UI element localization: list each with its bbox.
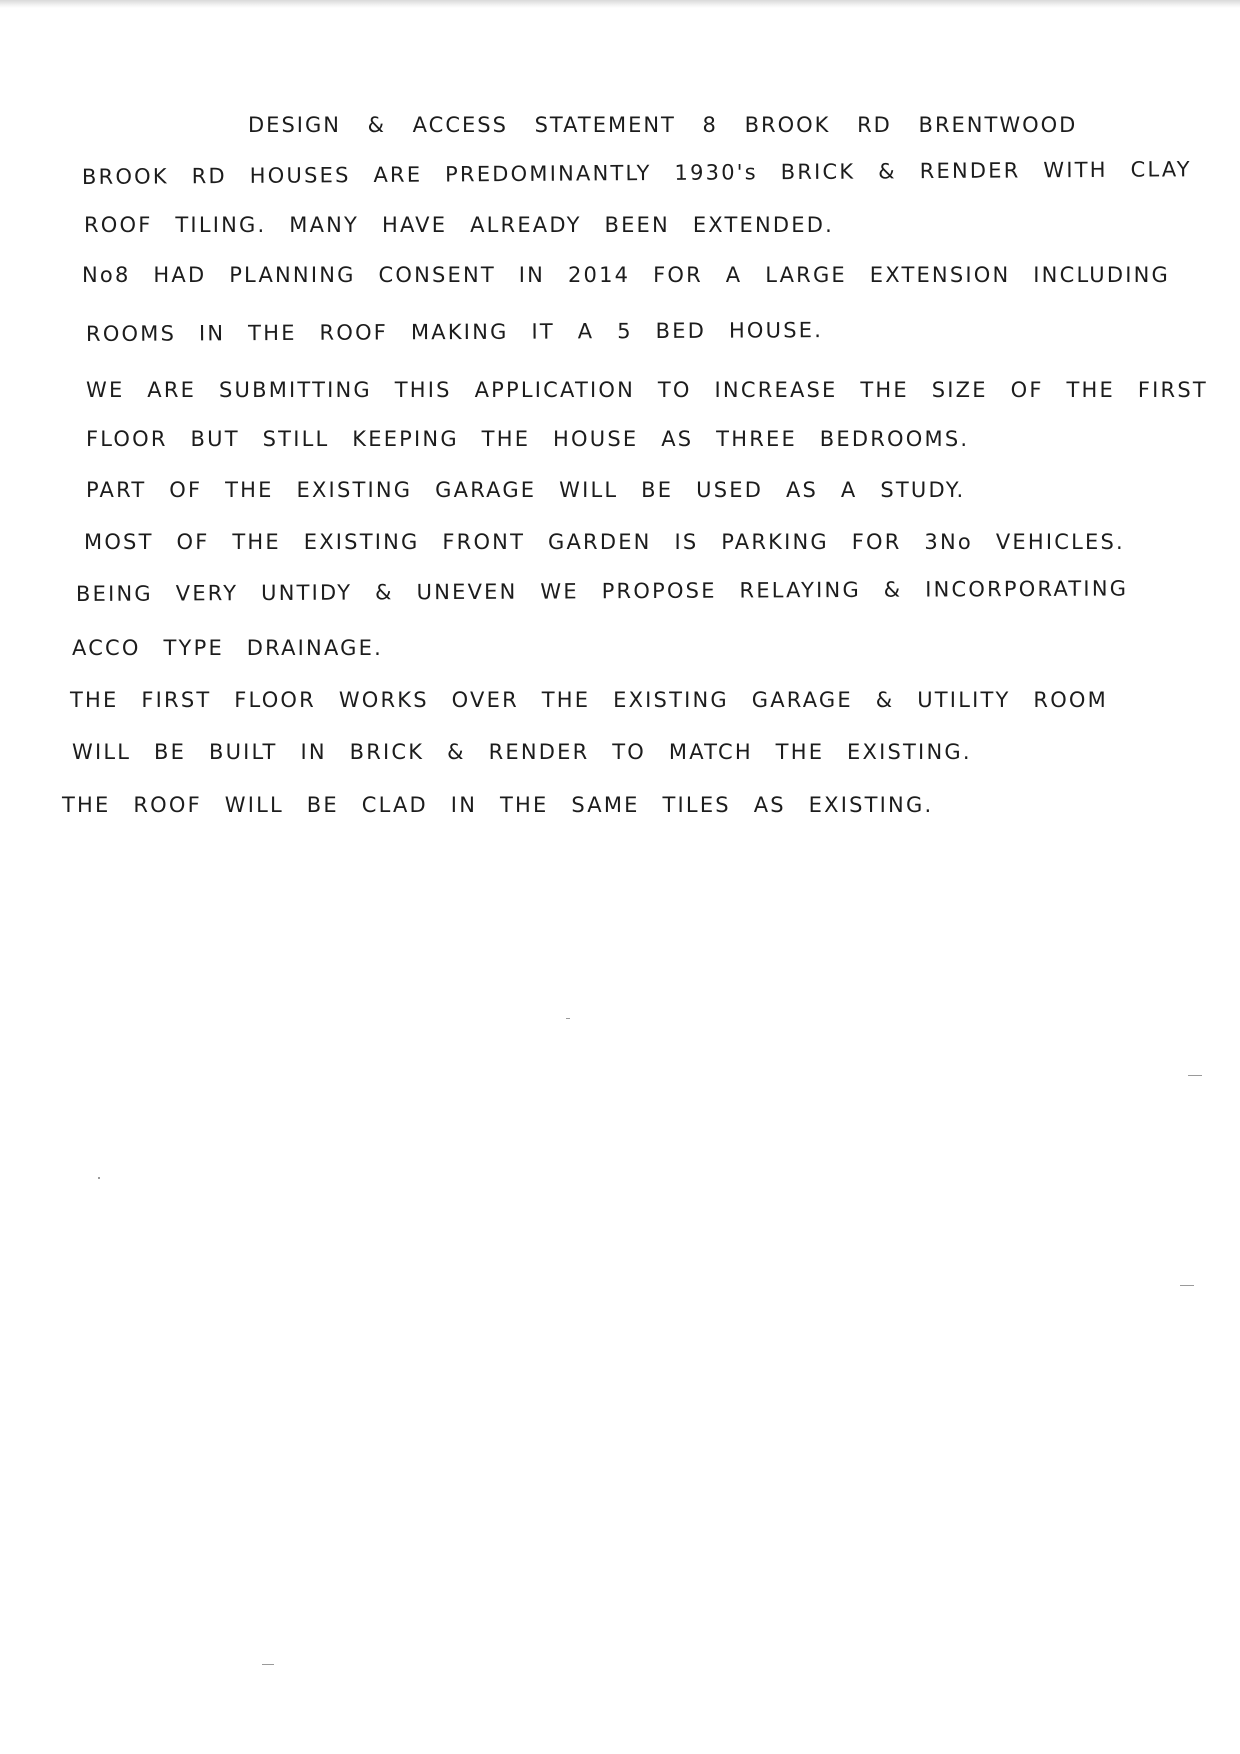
- scan-speck: [1180, 1285, 1194, 1286]
- statement-line-12: WILL BE BUILT IN BRICK & RENDER TO MATCH THE EXISTING.: [72, 740, 972, 764]
- statement-line-1: BROOK RD HOUSES ARE PREDOMINANTLY 1930's BRICK & RENDER WITH CLAY: [81, 157, 1192, 189]
- statement-line-7: PART OF THE EXISTING GARAGE WILL BE USED AS A STUDY.: [86, 478, 966, 502]
- statement-line-3: No8 HAD PLANNING CONSENT IN 2014 FOR A LARGE EXTENSION INCLUDING: [82, 263, 1171, 287]
- statement-line-10: ACCO TYPE DRAINAGE.: [72, 636, 383, 660]
- scan-speck: [566, 1018, 570, 1019]
- scan-speck: [98, 1177, 100, 1179]
- document-title: DESIGN & ACCESS STATEMENT 8 BROOK RD BRENTWOOD: [248, 113, 1078, 137]
- scan-speck: [262, 1664, 274, 1665]
- statement-line-4: ROOMS IN THE ROOF MAKING IT A 5 BED HOUSE.: [85, 318, 824, 346]
- statement-line-13: THE ROOF WILL BE CLAD IN THE SAME TILES AS EXISTING.: [62, 793, 934, 817]
- scan-speck: [1188, 1075, 1202, 1076]
- statement-line-2: ROOF TILING. MANY HAVE ALREADY BEEN EXTENDED.: [84, 213, 834, 237]
- statement-line-11: THE FIRST FLOOR WORKS OVER THE EXISTING GARAGE & UTILITY ROOM: [70, 688, 1108, 712]
- statement-line-5: WE ARE SUBMITTING THIS APPLICATION TO INCREASE THE SIZE OF THE FIRST: [86, 378, 1208, 402]
- statement-line-9: BEING VERY UNTIDY & UNEVEN WE PROPOSE RELAYING & INCORPORATING: [75, 576, 1129, 606]
- scan-top-edge: [0, 0, 1240, 8]
- statement-line-6: FLOOR BUT STILL KEEPING THE HOUSE AS THREE BEDROOMS.: [86, 427, 970, 451]
- statement-line-8: MOST OF THE EXISTING FRONT GARDEN IS PARKING FOR 3No VEHICLES.: [84, 530, 1125, 554]
